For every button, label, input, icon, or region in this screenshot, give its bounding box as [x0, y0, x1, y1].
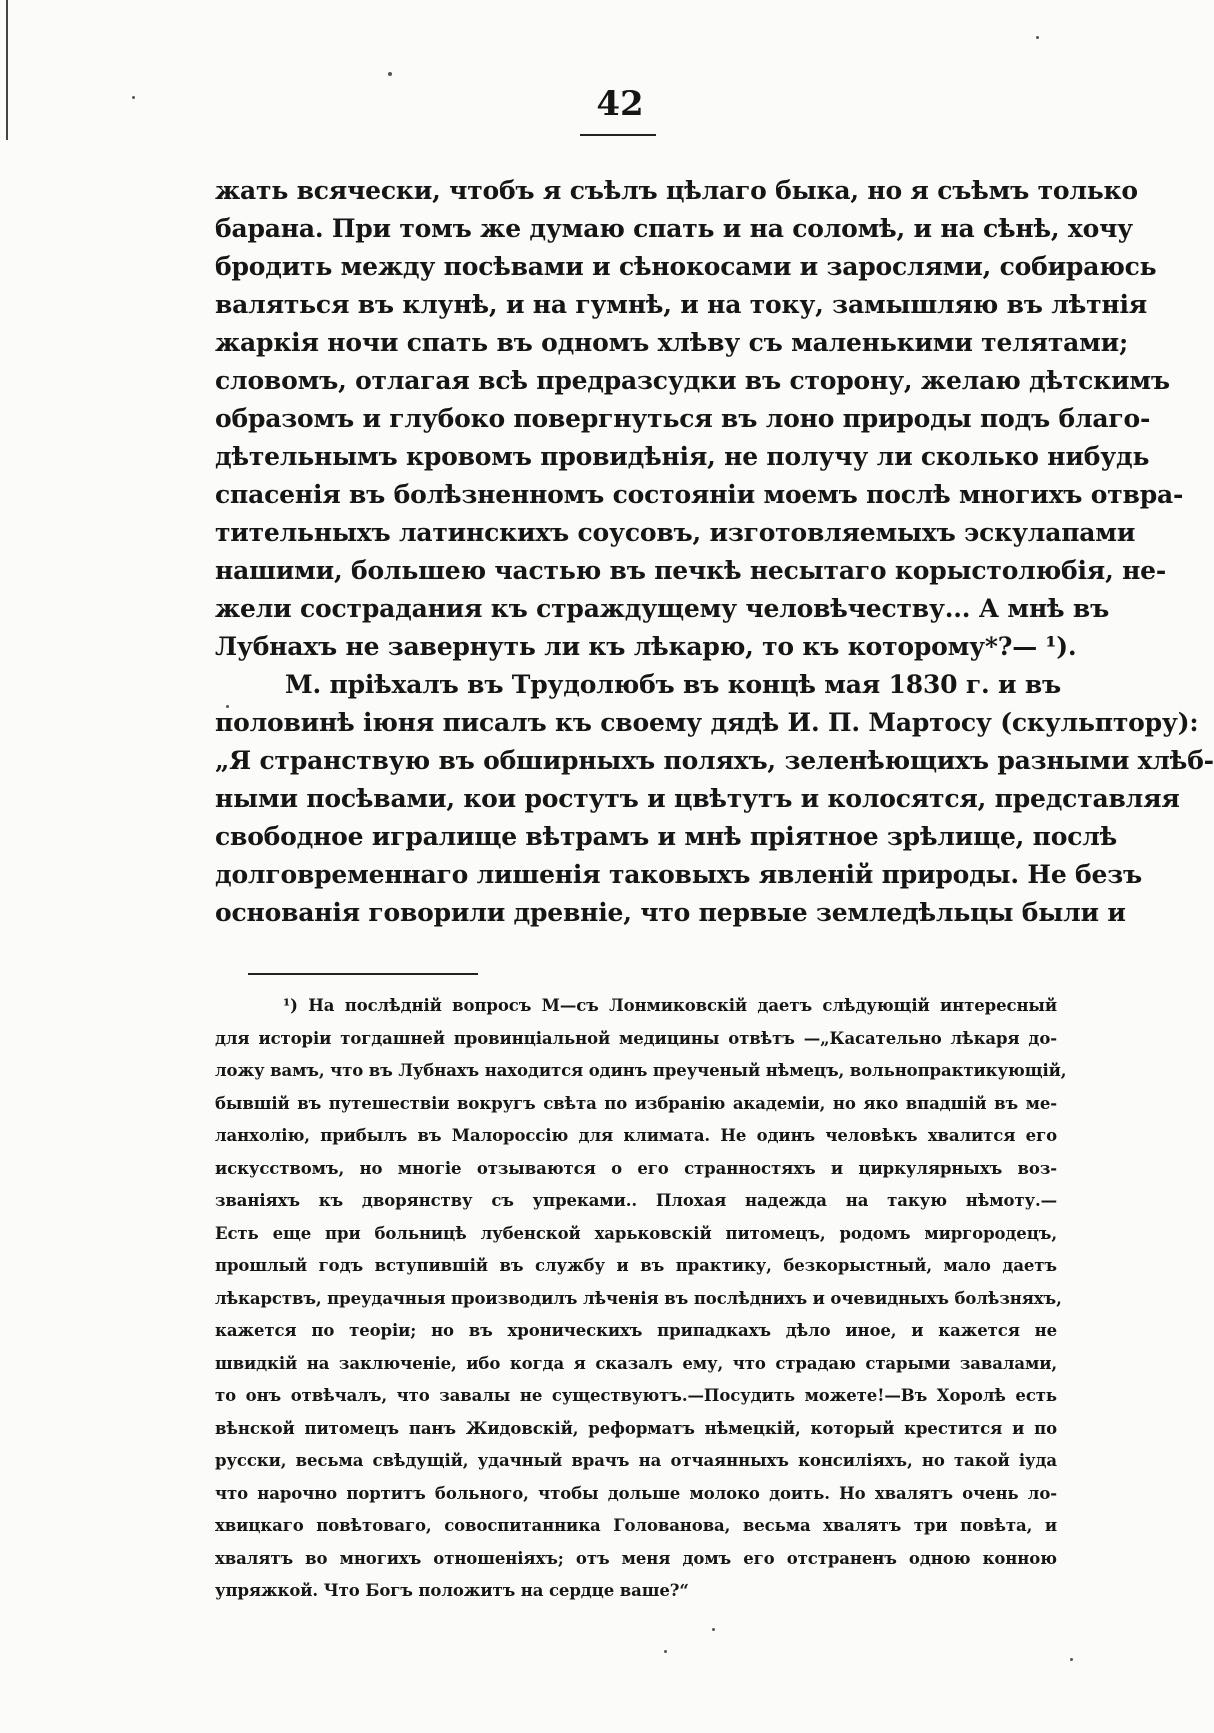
- text-line: словомъ, отлагая всѣ предразсудки въ сторону, желаю дѣтскимъ: [215, 366, 1170, 395]
- text-line: свободное игралище вѣтрамъ и мнѣ пріятное зрѣлище, послѣ: [215, 822, 1118, 851]
- footnote-line: вѣнской питомецъ панъ Жидовскій, реформатъ нѣмецкій, который крестится и по: [215, 1418, 1057, 1438]
- scan-speck: [132, 96, 135, 99]
- footnote-line: для исторіи тогдашней провинціальной медицины отвѣтъ —„Касательно лѣкаря до-: [215, 1028, 1057, 1048]
- scan-speck: [1070, 1658, 1073, 1661]
- footnote: [215, 990, 1067, 1608]
- footnote-line: искусствомъ, но многіе отзываются о его странностяхъ и циркулярныхъ воз-: [215, 1158, 1057, 1178]
- footnote-line: званіяхъ къ дворянству съ упреками.. Плохая надежда на такую нѣмоту.—: [215, 1191, 1057, 1210]
- scan-speck: [1036, 36, 1039, 39]
- footnote-line: бывшій въ путешествіи вокругъ свѣта по избранію академіи, но яко впадшій въ ме-: [215, 1093, 1057, 1113]
- footnote-line: ланхолію, прибылъ въ Малороссію для климата. Не одинъ человѣкъ хвалится его: [215, 1126, 1057, 1145]
- scan-speck: [226, 705, 229, 708]
- footnote-line: что нарочно портитъ больного, чтобы дольше молоко доить. Но хвалятъ очень ло-: [215, 1483, 1057, 1503]
- text-line: жели сострадания къ страждущему человѣчеству... А мнѣ въ: [215, 594, 1110, 623]
- footnote-line: лѣкарствъ, преудачныя производилъ лѣченія въ послѣднихъ и очевидныхъ болѣзняхъ,: [215, 1288, 1062, 1308]
- footnote-line: прошлый годъ вступившій въ службу и въ практику, безкорыстный, мало даетъ: [215, 1256, 1057, 1275]
- scan-speck: [388, 72, 392, 76]
- footnote-line: ¹) На послѣдній вопросъ М—съ Лонмиковскій даетъ слѣдующій интересный: [283, 996, 1057, 1015]
- text-line: основанія говорили древніе, что первые земледѣльцы были и: [215, 898, 1126, 927]
- text-line: тительныхъ латинскихъ соусовъ, изготовляемыхъ эскулапами: [215, 518, 1136, 547]
- text-line: жаркія ночи спать въ одномъ хлѣву съ маленькими телятами;: [215, 328, 1129, 357]
- text-line: валяться въ клунѣ, и на гумнѣ, и на току, замышляю въ лѣтнія: [215, 290, 1148, 319]
- footnote-line: кажется по теоріи; но въ хроническихъ припадкахъ дѣло иное, и кажется не: [215, 1321, 1057, 1340]
- footnote-line: русски, весьма свѣдущій, удачный врачъ на отчаянныхъ консиліяхъ, но такой іуда: [215, 1451, 1057, 1470]
- text-line: Лубнахъ не завернуть ли къ лѣкарю, то къ которому*?— ¹).: [215, 632, 1077, 661]
- footnote-line: то онъ отвѣчалъ, что завалы не существуютъ.—Посудить можете!—Въ Хоролѣ есть: [215, 1386, 1057, 1405]
- text-line: половинѣ іюня писалъ къ своему дядѣ И. П. Мартосу (скульптору):: [215, 708, 1199, 737]
- text-line: жать всячески, чтобъ я съѣлъ цѣлаго быка, но я съѣмъ только: [215, 176, 1138, 205]
- text-line: бродить между посѣвами и сѣнокосами и зарослями, собираюсь: [215, 252, 1157, 281]
- text-line: барана. При томъ же думаю спать и на соломѣ, и на сѣнѣ, хочу: [215, 214, 1133, 243]
- scan-speck: [712, 1628, 715, 1631]
- paragraph-start-line: М. пріѣхалъ въ Трудолюбъ въ концѣ мая 1830 г. и въ: [285, 670, 1061, 699]
- footnote-line: швидкій на заключеніе, ибо когда я сказалъ ему, что страдаю старыми завалами,: [215, 1353, 1057, 1373]
- scan-edge-mark: [6, 0, 8, 140]
- text-line: „Я странствую въ обширныхъ поляхъ, зеленѣющихъ разными хлѣб-: [215, 746, 1214, 775]
- footnote-line: упряжкой. Что Богъ положитъ на сердце ваше?“: [215, 1581, 689, 1600]
- text-line: спасенія въ болѣзненномъ состояніи моемъ послѣ многихъ отвра-: [215, 480, 1184, 509]
- text-line: образомъ и глубоко повергнуться въ лоно природы подъ благо-: [215, 404, 1151, 433]
- main-text: [215, 172, 1214, 932]
- footnote-line: хвалятъ во многихъ отношеніяхъ; отъ меня домъ его отстраненъ одною конною: [215, 1548, 1057, 1568]
- text-line: нашими, большею частью въ печкѣ несытаго корыстолюбія, не-: [215, 556, 1167, 585]
- footnote-line: Есть еще при больницѣ лубенской харьковскій питомецъ, родомъ миргородецъ,: [215, 1223, 1057, 1243]
- text-line: долговременнаго лишенія таковыхъ явленій природы. Не безъ: [215, 860, 1142, 889]
- page-number-underline: [580, 134, 656, 136]
- footnote-line: хвицкаго повѣтоваго, совоспитанника Голованова, весьма хвалятъ три повѣта, и: [215, 1516, 1057, 1535]
- footnote-separator: [248, 973, 478, 975]
- page-number: 42: [596, 84, 644, 124]
- text-line: дѣтельнымъ кровомъ провидѣнія, не получу ли сколько нибудь: [215, 442, 1150, 471]
- scan-speck: [664, 1650, 667, 1653]
- footnote-line: ложу вамъ, что въ Лубнахъ находится одинъ преученый нѣмецъ, вольнопрактикующій,: [215, 1061, 1067, 1080]
- text-line: ными посѣвами, кои ростутъ и цвѣтутъ и колосятся, представляя: [215, 784, 1180, 813]
